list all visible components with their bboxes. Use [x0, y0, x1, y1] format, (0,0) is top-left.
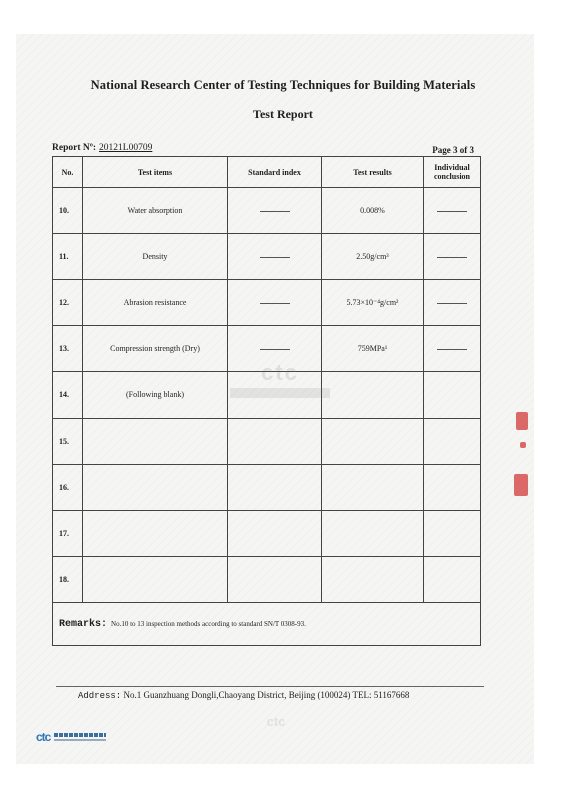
ctc-logo	[36, 730, 106, 744]
row-test-result	[322, 510, 424, 556]
ctc-watermark	[220, 360, 340, 398]
row-test-result: 759MPa¹	[322, 326, 424, 372]
test-results-table	[52, 156, 481, 646]
table-row	[53, 188, 481, 234]
row-conclusion	[424, 188, 481, 234]
page-indicator: Page 3 of 3	[432, 145, 474, 155]
row-standard-index	[228, 510, 322, 556]
row-standard-index	[228, 188, 322, 234]
row-conclusion	[424, 280, 481, 326]
footer-watermark: ctc	[266, 714, 286, 729]
row-standard-index	[228, 280, 322, 326]
footer-divider	[56, 686, 484, 687]
col-header-test-results: Test results	[322, 157, 424, 188]
remarks-row	[53, 603, 481, 646]
row-test-item	[83, 418, 228, 464]
row-test-item: Compression strength (Dry)	[83, 326, 228, 372]
row-test-result: 2.50g/cm³	[322, 234, 424, 280]
row-test-result: 0.008%	[322, 188, 424, 234]
row-number: 15.	[53, 418, 83, 464]
watermark-text: ctc	[261, 360, 299, 385]
dash-mark	[260, 211, 290, 212]
red-seal-stamp	[512, 412, 534, 502]
row-test-item	[83, 510, 228, 556]
remarks-label: Remarks:	[59, 618, 108, 630]
row-test-result	[322, 556, 424, 602]
row-test-item: Abrasion resistance	[83, 280, 228, 326]
col-header-individual-conclusion: Individual conclusion	[424, 157, 481, 188]
row-test-item	[83, 464, 228, 510]
row-test-item: Water absorption	[83, 188, 228, 234]
footer-address	[78, 690, 498, 701]
dash-mark	[260, 303, 290, 304]
row-number: 14.	[53, 372, 83, 418]
logo-lines	[54, 733, 106, 741]
row-standard-index	[228, 234, 322, 280]
dash-mark	[437, 303, 467, 304]
table-row	[53, 464, 481, 510]
row-standard-index	[228, 556, 322, 602]
table-header-row	[53, 157, 481, 188]
table-row	[53, 556, 481, 602]
row-number: 16.	[53, 464, 83, 510]
report-number-value: 20121L00709	[99, 143, 153, 153]
row-test-item: (Following blank)	[83, 372, 228, 418]
row-number: 12.	[53, 280, 83, 326]
row-number: 11.	[53, 234, 83, 280]
address-label: Address:	[78, 691, 122, 701]
row-conclusion	[424, 372, 481, 418]
row-test-result	[322, 464, 424, 510]
row-test-item	[83, 556, 228, 602]
table-row	[53, 280, 481, 326]
col-header-standard-index: Standard index	[228, 157, 322, 188]
dash-mark	[260, 349, 290, 350]
table-row	[53, 418, 481, 464]
report-number	[52, 143, 152, 153]
row-number: 17.	[53, 510, 83, 556]
row-number: 13.	[53, 326, 83, 372]
table-row	[53, 510, 481, 556]
dash-mark	[437, 211, 467, 212]
dash-mark	[260, 257, 290, 258]
row-conclusion	[424, 234, 481, 280]
document-subtitle: Test Report	[253, 107, 313, 121]
row-test-result	[322, 418, 424, 464]
row-number: 18.	[53, 556, 83, 602]
row-number: 10.	[53, 188, 83, 234]
logo-mark: ctc	[36, 730, 51, 744]
row-conclusion	[424, 326, 481, 372]
row-standard-index	[228, 464, 322, 510]
row-conclusion	[424, 418, 481, 464]
watermark-bar	[230, 388, 330, 398]
row-conclusion	[424, 510, 481, 556]
remarks-cell	[53, 603, 481, 646]
remarks-text: No.10 to 13 inspection methods according to standard SN/T 0308-93.	[111, 619, 306, 628]
row-conclusion	[424, 464, 481, 510]
col-header-test-items: Test items	[83, 157, 228, 188]
document-title: National Research Center of Testing Techniques for Building Materials	[90, 78, 476, 92]
col-header-no: No.	[53, 157, 83, 188]
dash-mark	[437, 349, 467, 350]
row-test-result: 5.73×10⁻⁴g/cm²	[322, 280, 424, 326]
row-conclusion	[424, 556, 481, 602]
address-text: No.1 Guanzhuang Dongli,Chaoyang District, Beijing (100024) TEL: 51167668	[123, 690, 410, 700]
row-standard-index	[228, 418, 322, 464]
dash-mark	[437, 257, 467, 258]
report-number-label: Report Nº:	[52, 143, 97, 153]
row-test-item: Density	[83, 234, 228, 280]
table-row	[53, 234, 481, 280]
